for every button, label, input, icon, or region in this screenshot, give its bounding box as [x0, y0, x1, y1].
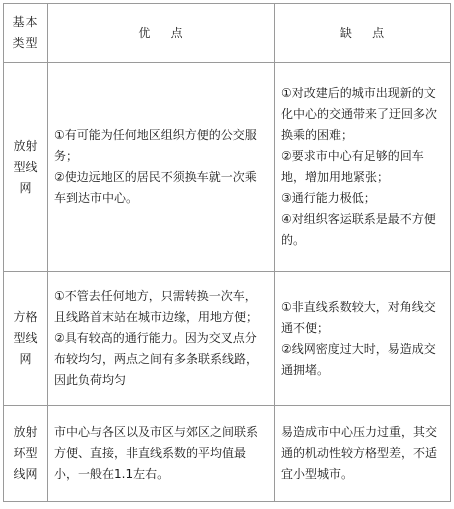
- row-cons: [275, 406, 451, 502]
- list-item: 市中心与各区以及市区与郊区之间联系方便、直接，非直线系数的平均值最小，一般在1.1左右。: [54, 425, 259, 481]
- bus-network-comparison-table: [3, 3, 451, 502]
- table-row: [4, 272, 451, 406]
- list-item: ②要求市中心有足够的回车地，增加用地紧张；: [281, 149, 424, 184]
- row-type: 方格 型线 网: [4, 272, 48, 406]
- list-item: ④对组织客运联系是最不方便的。: [281, 212, 436, 247]
- row-pros: [48, 406, 275, 502]
- list-item: ①非直线系数较大，对角线交通不便；: [281, 299, 436, 335]
- header-type: 基本 类型: [4, 4, 48, 63]
- list-item: ①有可能为任何地区组织方便的公交服务；: [54, 128, 257, 163]
- row-cons: [275, 272, 451, 406]
- header-row: [4, 4, 451, 63]
- header-cons: 缺 点: [275, 4, 451, 63]
- header-pros: 优 点: [48, 4, 275, 63]
- row-pros: [48, 272, 275, 406]
- list-item: ②使边远地区的居民不须换车就一次乘车到达市中心。: [54, 170, 257, 205]
- row-pros: [48, 63, 275, 272]
- list-item: ①不管去任何地方，只需转换一次车，且线路首末站在城市边缘，用地方便；: [54, 289, 259, 324]
- list-item: ①对改建后的城市出现新的文化中心的交通带来了迂回多次换乘的困难；: [281, 86, 438, 142]
- row-type: 放射 环型 线网: [4, 406, 48, 502]
- table-row: [4, 406, 451, 502]
- row-cons: [275, 63, 451, 272]
- table-row: [4, 63, 451, 272]
- list-item: 易造成市中心压力过重，其交通的机动性较方格型差，不适宜小型城市。: [281, 425, 438, 481]
- list-item: ②具有较高的通行能力。因为交叉点分布较均匀，两点之间有多条联系线路，因此负荷均匀: [54, 331, 259, 387]
- list-item: ③通行能力极低；: [281, 191, 376, 205]
- list-item: ②线网密度过大时，易造成交通拥堵。: [281, 341, 436, 377]
- row-type: 放射 型线 网: [4, 63, 48, 272]
